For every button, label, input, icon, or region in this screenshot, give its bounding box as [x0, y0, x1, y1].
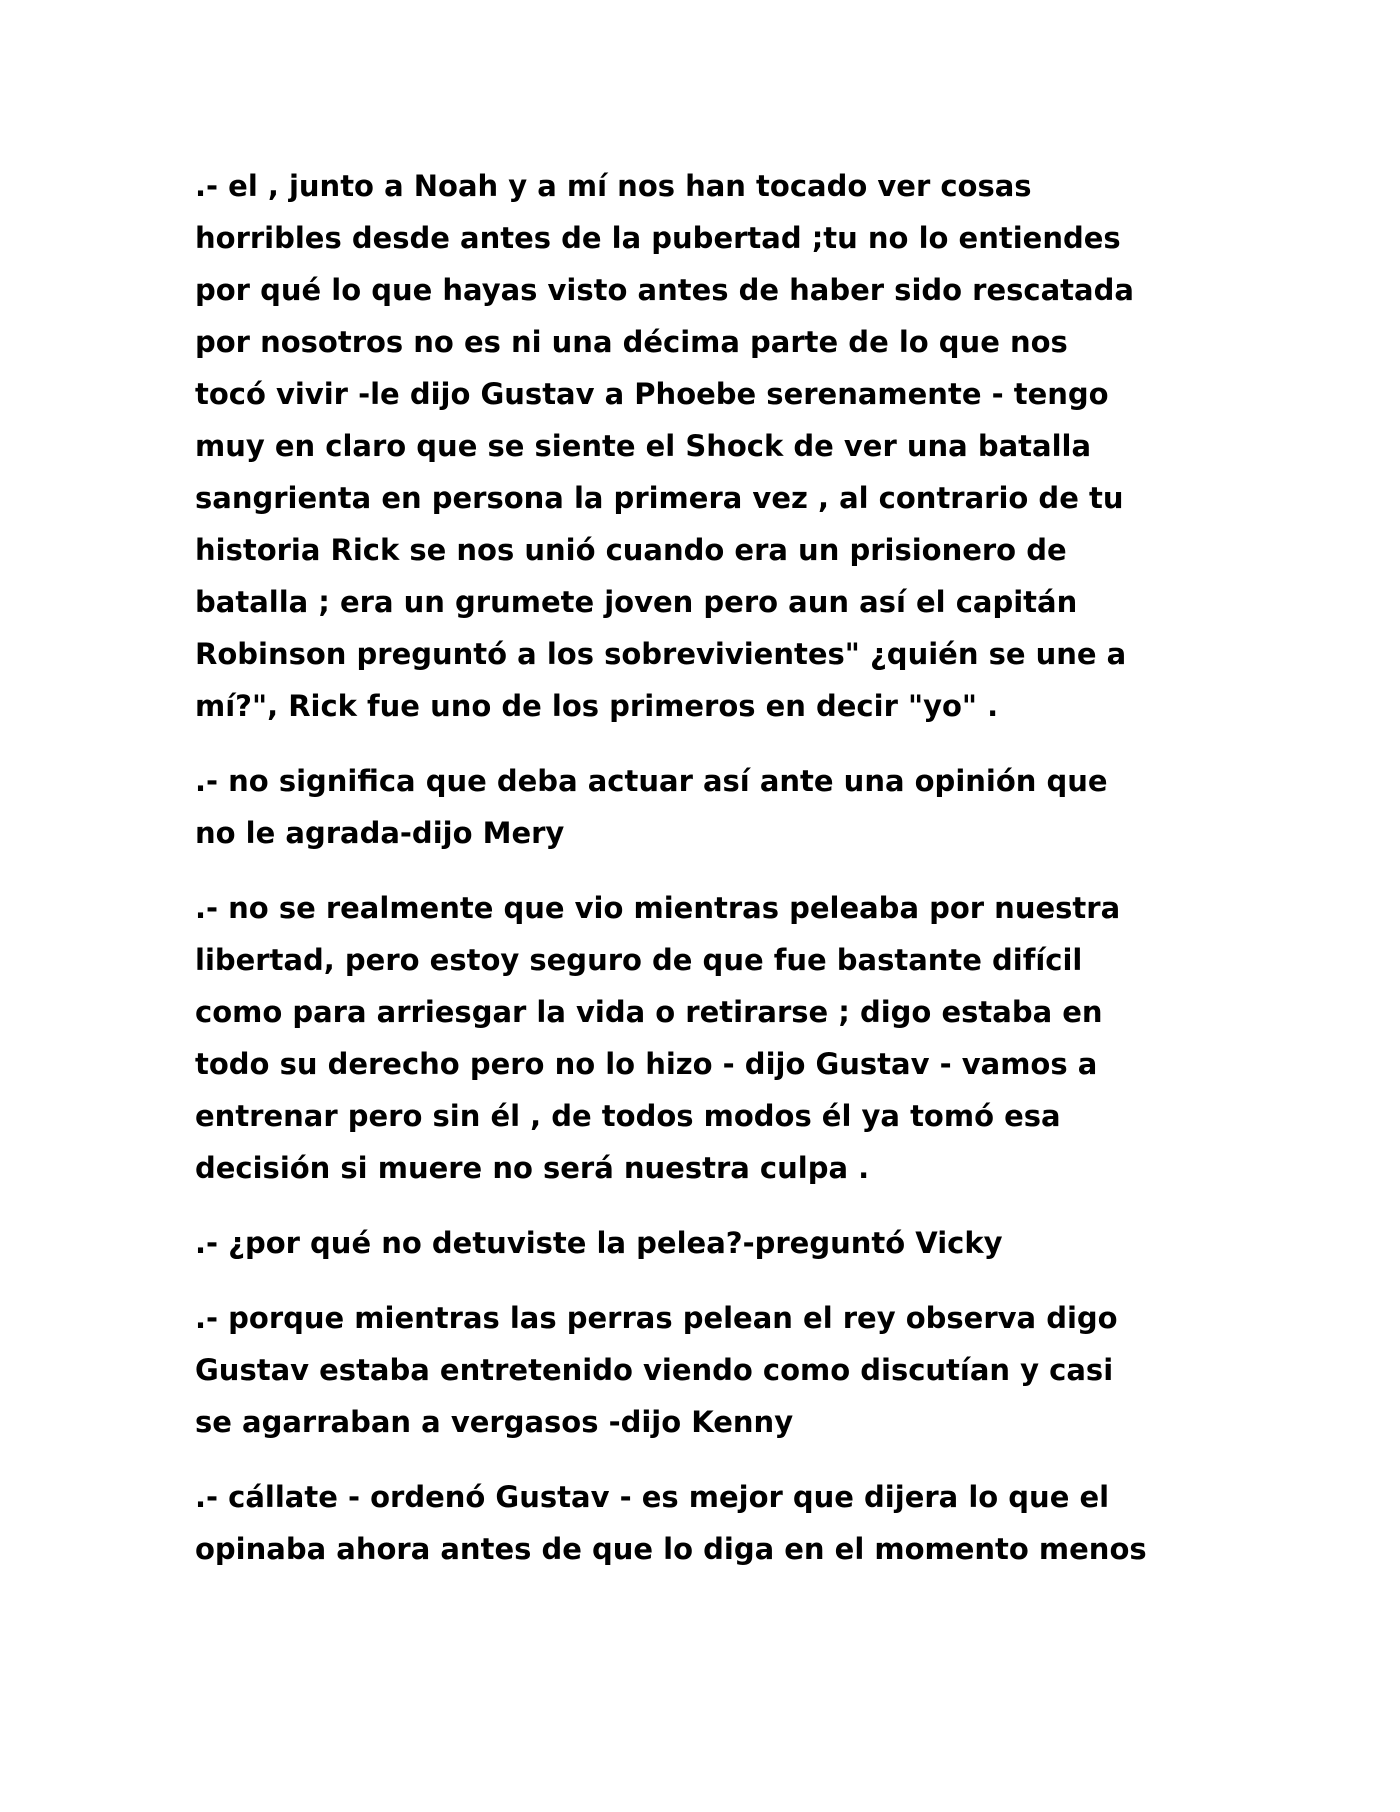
text-line: Robinson preguntó a los sobrevivientes" ¿quién se une a	[195, 637, 1127, 671]
text-line: decisión si muere no será nuestra culpa .	[195, 1151, 870, 1185]
text-line: horribles desde antes de la pubertad ;tu no lo entiendes	[195, 221, 1121, 255]
text-line: .- ¿por qué no detuviste la pelea?-preguntó Vicky	[195, 1226, 1003, 1260]
paragraph-4	[195, 1217, 1225, 1269]
paragraph-3	[195, 882, 1225, 1194]
text-line: muy en claro que se siente el Shock de ver una batalla	[195, 429, 1092, 463]
paragraph-6	[195, 1471, 1225, 1575]
text-line: opinaba ahora antes de que lo diga en el momento menos	[195, 1532, 1147, 1566]
text-line: libertad, pero estoy seguro de que fue bastante difícil	[195, 943, 1083, 977]
paragraph-1	[195, 160, 1225, 732]
text-line: como para arriesgar la vida o retirarse ; digo estaba en	[195, 995, 1103, 1029]
text-line: entrenar pero sin él , de todos modos él ya tomó esa	[195, 1099, 1061, 1133]
text-line: no le agrada-dijo Mery	[195, 816, 565, 850]
text-line: historia Rick se nos unió cuando era un prisionero de	[195, 533, 1067, 567]
text-line: mí?", Rick fue uno de los primeros en decir "yo" .	[195, 689, 999, 723]
text-line: .- porque mientras las perras pelean el rey observa digo	[195, 1301, 1118, 1335]
text-line: todo su derecho pero no lo hizo - dijo Gustav - vamos a	[195, 1047, 1098, 1081]
text-line: .- no significa que deba actuar así ante una opinión que	[195, 764, 1108, 798]
paragraph-5	[195, 1292, 1225, 1448]
text-line: .- cállate - ordenó Gustav - es mejor que dijera lo que el	[195, 1480, 1110, 1514]
text-line: por nosotros no es ni una décima parte de lo que nos	[195, 325, 1068, 359]
text-line: Gustav estaba entretenido viendo como discutían y casi	[195, 1353, 1114, 1387]
text-line: .- el , junto a Noah y a mí nos han tocado ver cosas	[195, 169, 1032, 203]
text-line: tocó vivir -le dijo Gustav a Phoebe serenamente - tengo	[195, 377, 1109, 411]
text-line: se agarraban a vergasos -dijo Kenny	[195, 1405, 794, 1439]
document-body	[195, 160, 1225, 1598]
text-line: .- no se realmente que vio mientras peleaba por nuestra	[195, 891, 1121, 925]
text-line: por qué lo que hayas visto antes de haber sido rescatada	[195, 273, 1134, 307]
paragraph-2	[195, 755, 1225, 859]
text-line: batalla ; era un grumete joven pero aun así el capitán	[195, 585, 1078, 619]
text-line: sangrienta en persona la primera vez , al contrario de tu	[195, 481, 1124, 515]
